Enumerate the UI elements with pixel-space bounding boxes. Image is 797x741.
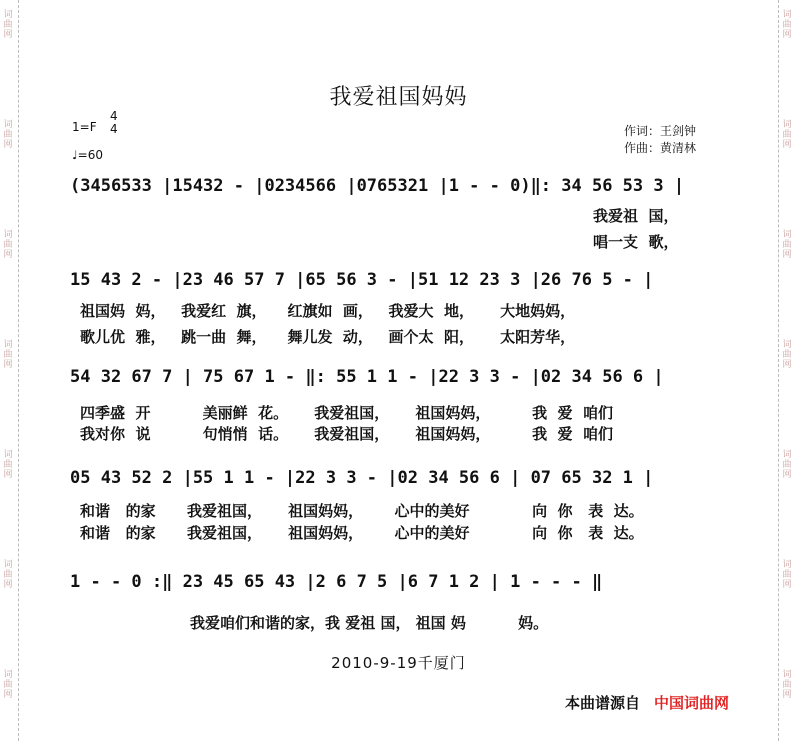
lyric-line-1-verse1: 我爱祖 国， [593, 207, 679, 225]
left-margin-strip [0, 0, 19, 741]
side-watermark: 词曲网 [782, 340, 792, 370]
score-line-4: 05 43 52 2 |55 1 1 - |22 3 3 - |02 34 56 6 | 07 65 32 1 | [70, 468, 654, 488]
side-watermark: 词曲网 [782, 230, 792, 260]
side-watermark: 词曲网 [782, 450, 792, 480]
side-watermark: 词曲网 [3, 10, 13, 40]
score-line-5: 1 - - 0 :‖ 23 45 65 43 |2 6 7 5 |6 7 1 2 | 1 - - - ‖ [70, 572, 603, 592]
lyric-line-4-verse2: 和谐 的家 我爱祖国， 祖国妈妈， 心中的美好 向 你 表 达。 [80, 524, 644, 542]
side-watermark: 词曲网 [3, 120, 13, 150]
key-signature: 1=F [72, 120, 97, 134]
side-watermark: 词曲网 [3, 230, 13, 260]
source-credit [565, 692, 729, 713]
lyric-line-5: 我爱咱们和谐的家，我 爱祖 国， 祖国 妈 妈。 [190, 614, 549, 632]
side-watermark: 词曲网 [782, 560, 792, 590]
side-watermark: 词曲网 [782, 10, 792, 40]
side-watermark: 词曲网 [782, 670, 792, 700]
song-title: 我爱祖国妈妈 [329, 85, 468, 110]
side-watermark: 词曲网 [3, 340, 13, 370]
side-watermark: 词曲网 [3, 670, 13, 700]
source-site-link[interactable]: 中国词曲网 [654, 694, 730, 712]
time-signature [110, 110, 118, 136]
lyric-line-2-verse2: 歌儿优 雅， 跳一曲 舞， 舞儿发 动， 画个太 阳， 太阳芳华， [80, 328, 576, 346]
lyric-line-2-verse1: 祖国妈 妈， 我爱红 旗， 红旗如 画， 我爱大 地， 大地妈妈， [80, 302, 576, 320]
lyric-line-3-verse2: 我对你 说 句悄悄 话。 我爱祖国， 祖国妈妈， 我 爱 咱们 [80, 425, 614, 443]
source-label: 本曲谱源自 [565, 694, 641, 712]
lyric-line-3-verse1: 四季盛 开 美丽鲜 花。 我爱祖国， 祖国妈妈， 我 爱 咱们 [80, 404, 614, 422]
score-line-2: 15 43 2 - |23 46 57 7 |65 56 3 - |51 12 23 3 |26 76 5 - | [70, 270, 654, 290]
right-margin-strip [778, 0, 797, 741]
tempo-marking: ♩=60 [72, 148, 103, 162]
lyric-line-4-verse1: 和谐 的家 我爱祖国， 祖国妈妈， 心中的美好 向 你 表 达。 [80, 502, 644, 520]
side-watermark: 词曲网 [782, 120, 792, 150]
meter-top: 4 [110, 109, 118, 123]
composer-credit: 作曲：黄清林 [624, 141, 697, 155]
lyric-line-1-verse2: 唱一支 歌， [593, 233, 679, 251]
score-line-3: 54 32 67 7 | 75 67 1 - ‖: 55 1 1 - |22 3 3 - |02 34 56 6 | [70, 367, 664, 387]
score-line-1: (3456533 |15432 - |0234566 |0765321 |1 - - 0)‖: 34 56 53 3 | [70, 176, 685, 196]
side-watermark: 词曲网 [3, 560, 13, 590]
meter-bottom: 4 [110, 122, 118, 136]
composition-date: 2010-9-19千厦门 [331, 654, 466, 672]
side-watermark: 词曲网 [3, 450, 13, 480]
lyricist-credit: 作词：王剑钟 [624, 124, 697, 138]
